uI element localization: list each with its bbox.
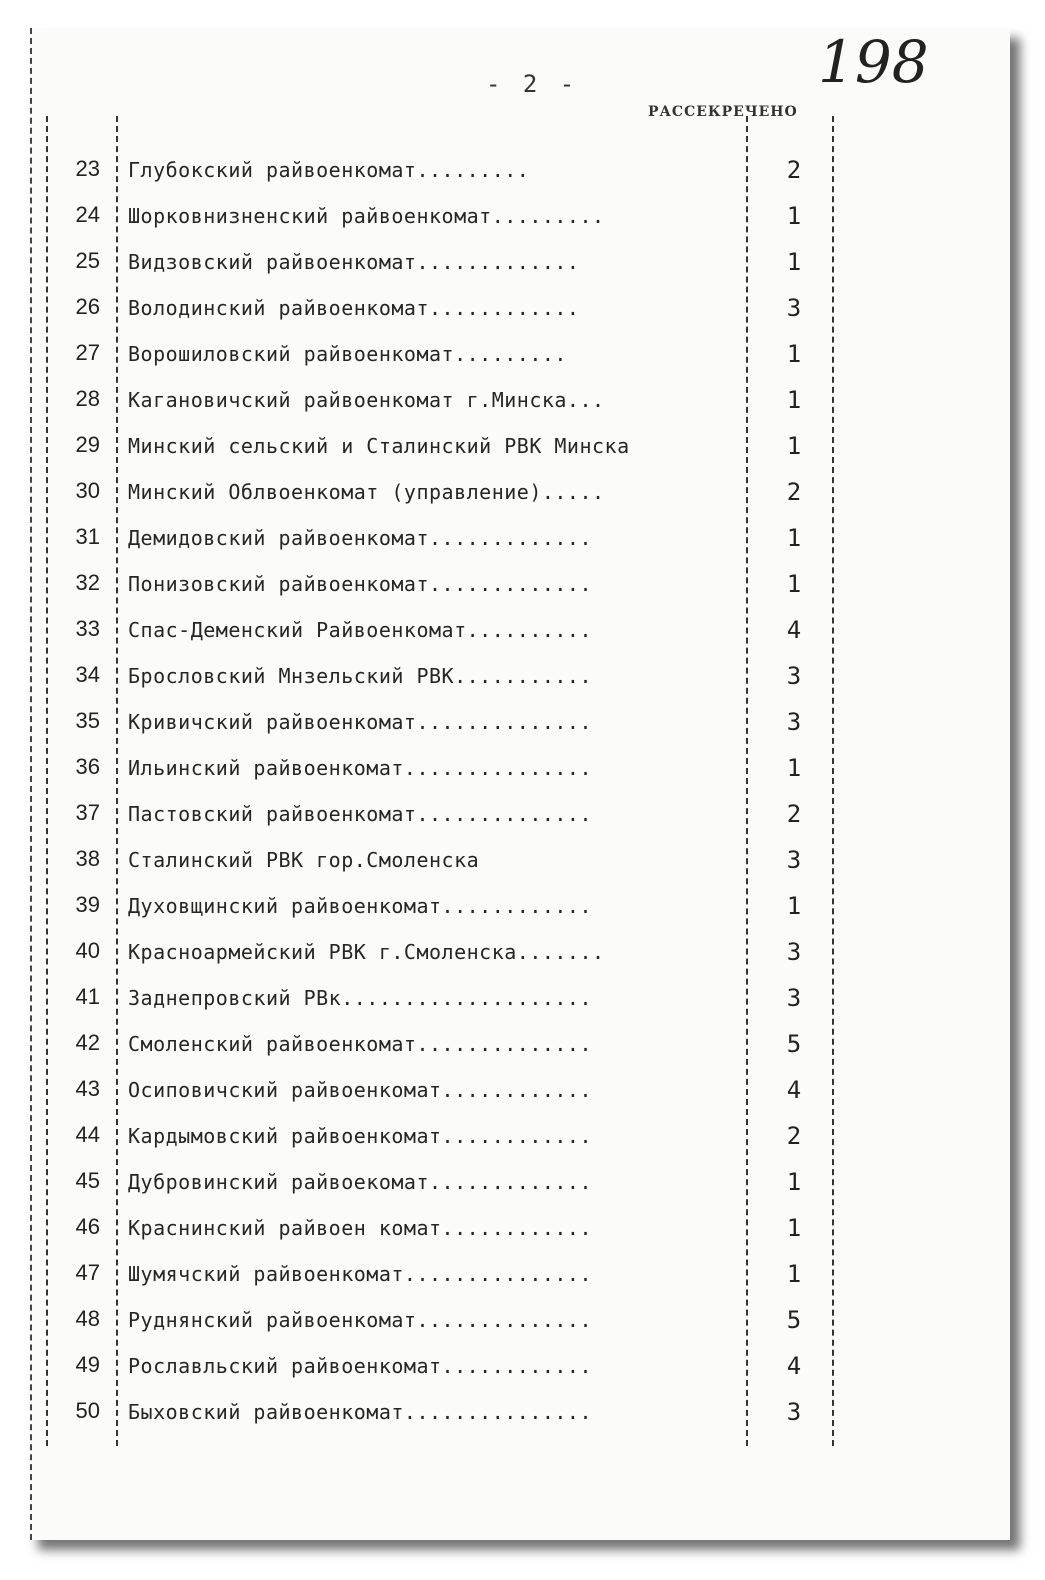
row-name: Дубровинский райвоекомат.............	[128, 1170, 593, 1194]
row-name: Спас-Деменский Райвоенкомат..........	[128, 618, 593, 642]
list-item	[28, 1346, 1010, 1392]
row-name: Ворошиловский райвоенкомат.........	[128, 342, 567, 366]
row-number: 41	[75, 984, 100, 1009]
row-count: 1	[786, 432, 802, 460]
row-name: Демидовский райвоенкомат.............	[128, 526, 593, 550]
row-number: 49	[75, 1352, 100, 1377]
row-count: 1	[786, 248, 802, 276]
list-item	[28, 1254, 1010, 1300]
row-name: Глубокский райвоенкомат.........	[128, 158, 530, 182]
row-number: 38	[75, 846, 100, 871]
list-item	[28, 794, 1010, 840]
row-name: Брословский Мнзельский РВК...........	[128, 664, 593, 688]
row-name: Шумячский райвоенкомат...............	[128, 1262, 593, 1286]
list-item	[28, 196, 1010, 242]
list-item	[28, 886, 1010, 932]
row-name: Кагановичский райвоенкомат г.Минска...	[128, 388, 605, 412]
row-count: 4	[786, 616, 802, 644]
list-item	[28, 426, 1010, 472]
row-count: 1	[786, 1168, 802, 1196]
document-page	[28, 28, 1010, 1540]
row-number: 45	[75, 1168, 100, 1193]
list-item	[28, 978, 1010, 1024]
row-count: 1	[786, 386, 802, 414]
row-name: Краснинский райвоен комат............	[128, 1216, 593, 1240]
row-number: 36	[75, 754, 100, 779]
row-count: 1	[786, 524, 802, 552]
row-count: 1	[786, 202, 802, 230]
row-number: 46	[75, 1214, 100, 1239]
list-item	[28, 1392, 1010, 1438]
list-item	[28, 748, 1010, 794]
list-item	[28, 242, 1010, 288]
row-count: 3	[786, 662, 802, 690]
row-name: Сталинский РВК гор.Смоленска	[128, 848, 480, 872]
row-count: 3	[786, 846, 802, 874]
row-name: Заднепровский РВк....................	[128, 986, 593, 1010]
row-number: 30	[75, 478, 100, 503]
list-item	[28, 702, 1010, 748]
row-count: 2	[786, 800, 802, 828]
row-number: 43	[75, 1076, 100, 1101]
row-count: 3	[786, 1398, 802, 1426]
row-number: 31	[75, 524, 100, 549]
row-name: Понизовский райвоенкомат.............	[128, 572, 593, 596]
row-number: 32	[75, 570, 100, 595]
row-count: 1	[786, 754, 802, 782]
list-item	[28, 472, 1010, 518]
list-item	[28, 1162, 1010, 1208]
document-list	[28, 150, 1010, 1438]
row-name: Кардымовский райвоенкомат............	[128, 1124, 593, 1148]
row-name: Пастовский райвоенкомат..............	[128, 802, 593, 826]
handwritten-folio-number: 198	[818, 28, 929, 96]
list-item	[28, 334, 1010, 380]
row-number: 33	[75, 616, 100, 641]
list-item	[28, 610, 1010, 656]
list-item	[28, 1208, 1010, 1254]
declassified-stamp: РАССЕКРЕЧЕНО	[648, 104, 798, 120]
list-item	[28, 150, 1010, 196]
row-number: 44	[75, 1122, 100, 1147]
row-count: 3	[786, 708, 802, 736]
row-name: Духовщинский райвоенкомат............	[128, 894, 593, 918]
page-number: - 2 -	[486, 70, 579, 98]
row-count: 1	[786, 1214, 802, 1242]
row-number: 39	[75, 892, 100, 917]
row-name: Рославльский райвоенкомат............	[128, 1354, 593, 1378]
row-name: Быховский райвоенкомат...............	[128, 1400, 593, 1424]
list-item	[28, 1116, 1010, 1162]
row-count: 2	[786, 1122, 802, 1150]
row-name: Смоленский райвоенкомат..............	[128, 1032, 593, 1056]
row-number: 23	[75, 156, 100, 181]
row-name: Руднянский райвоенкомат..............	[128, 1308, 593, 1332]
list-item	[28, 656, 1010, 702]
row-number: 29	[75, 432, 100, 457]
row-name: Осиповичский райвоенкомат............	[128, 1078, 593, 1102]
list-item	[28, 564, 1010, 610]
row-number: 48	[75, 1306, 100, 1331]
row-number: 26	[75, 294, 100, 319]
row-name: Минский Облвоенкомат (управление).....	[128, 480, 605, 504]
list-item	[28, 1070, 1010, 1116]
row-count: 5	[786, 1306, 802, 1334]
list-item	[28, 932, 1010, 978]
row-number: 37	[75, 800, 100, 825]
list-item	[28, 288, 1010, 334]
row-count: 3	[786, 938, 802, 966]
list-item	[28, 840, 1010, 886]
row-name: Минский сельский и Сталинский РВК Минска	[128, 434, 630, 458]
row-count: 4	[786, 1352, 802, 1380]
row-number: 28	[75, 386, 100, 411]
row-number: 50	[75, 1398, 100, 1423]
row-number: 25	[75, 248, 100, 273]
row-number: 27	[75, 340, 100, 365]
row-count: 2	[786, 156, 802, 184]
row-number: 47	[75, 1260, 100, 1285]
row-count: 1	[786, 1260, 802, 1288]
row-number: 35	[75, 708, 100, 733]
row-name: Кривичский райвоенкомат..............	[128, 710, 593, 734]
list-item	[28, 1024, 1010, 1070]
row-number: 40	[75, 938, 100, 963]
row-number: 24	[75, 202, 100, 227]
list-item	[28, 518, 1010, 564]
row-count: 3	[786, 294, 802, 322]
row-count: 5	[786, 1030, 802, 1058]
row-count: 3	[786, 984, 802, 1012]
row-name: Ильинский райвоенкомат...............	[128, 756, 593, 780]
list-item	[28, 380, 1010, 426]
row-name: Шорковнизненский райвоенкомат.........	[128, 204, 605, 228]
list-item	[28, 1300, 1010, 1346]
row-name: Красноармейский РВК г.Смоленска.......	[128, 940, 605, 964]
row-name: Видзовский райвоенкомат.............	[128, 250, 580, 274]
row-count: 1	[786, 570, 802, 598]
row-count: 4	[786, 1076, 802, 1104]
row-count: 1	[786, 892, 802, 920]
row-name: Володинский райвоенкомат............	[128, 296, 580, 320]
row-number: 42	[75, 1030, 100, 1055]
row-number: 34	[75, 662, 100, 687]
row-count: 1	[786, 340, 802, 368]
row-count: 2	[786, 478, 802, 506]
